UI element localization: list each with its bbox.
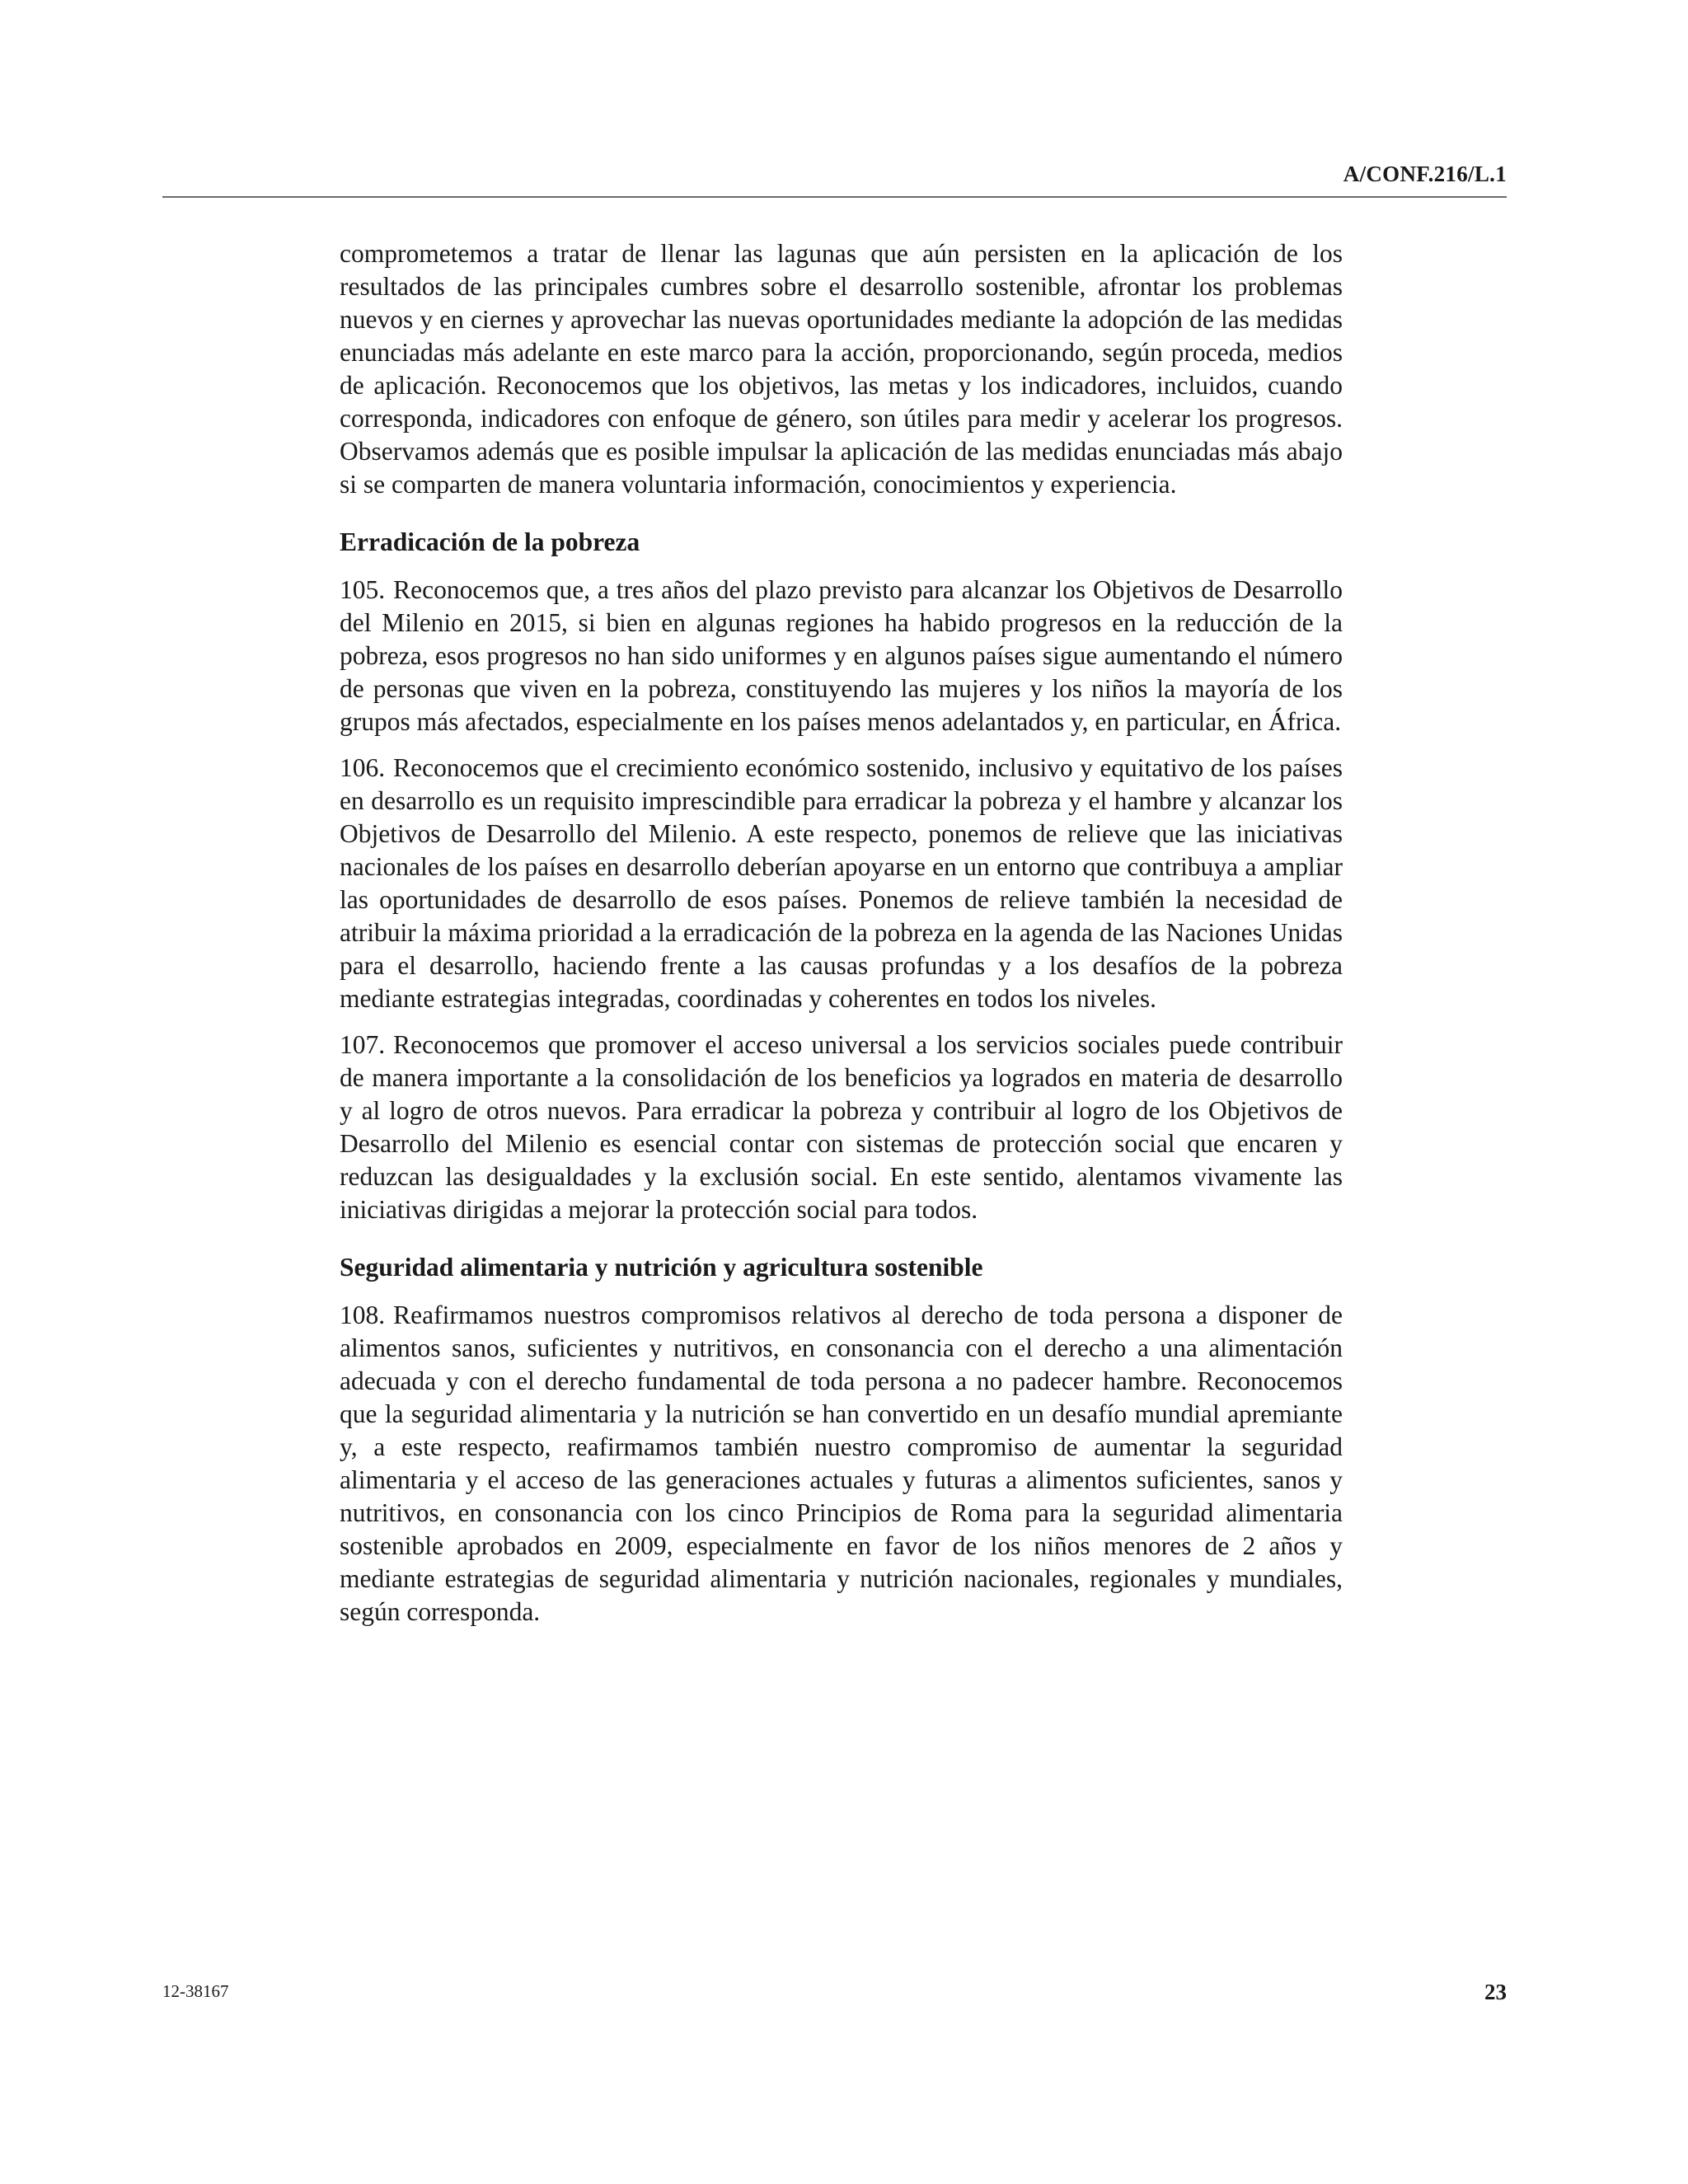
paragraph-text: Reconocemos que promover el acceso universal a los servicios sociales puede contribuir de manera importante a la consolidación de los beneficios ya logrados en materia de desarrollo y al logro de otros nuevos. Para erradicar la pobreza y contribuir al logro de los Objetivos de Desarrollo del Milenio es esencial contar con sistemas de protección social que encaren y reduzcan las desigualdades y la exclusión social. En este sentido, alentamos vivamente las iniciativas dirigidas a mejorar la protección social para todos. [340, 1030, 1343, 1224]
page-number: 23 [1484, 1980, 1507, 2004]
paragraph-text: Reconocemos que, a tres años del plazo previsto para alcanzar los Objetivos de Desarrollo del Milenio en 2015, si bien en algunas regiones ha habido progresos en la reducción de la pobreza, esos progresos no han sido uniformes y en algunos países sigue aumentando el número de personas que viven en la pobreza, constituyendo las mujeres y los niños la mayoría de los grupos más afectados, especialmente en los países menos adelantados y, en particular, en África. [340, 575, 1343, 736]
paragraph-105 [340, 574, 1343, 738]
paragraph-text: Reconocemos que el crecimiento económico sostenido, inclusivo y equitativo de los países en desarrollo es un requisito imprescindible para erradicar la pobreza y el hambre y alcanzar los Objetivos de Desarrollo del Milenio. A este respecto, ponemos de relieve que las iniciativas nacionales de los países en desarrollo deberían apoyarse en un entorno que contribuya a ampliar las oportunidades de desarrollo de esos países. Ponemos de relieve también la necesidad de atribuir la máxima prioridad a la erradicación de la pobreza en la agenda de las Naciones Unidas para el desarrollo, haciendo frente a las causas profundas y a los desafíos de la pobreza mediante estrategias integradas, coordinadas y coherentes en todos los niveles. [340, 753, 1343, 1013]
paragraph-number: 108. [340, 1301, 386, 1329]
paragraph-number: 105. [340, 575, 386, 604]
document-body [340, 237, 1343, 1642]
paragraph-106 [340, 752, 1343, 1015]
footer-document-code: 12-38167 [162, 1981, 229, 2001]
paragraph-108 [340, 1299, 1343, 1629]
paragraph-text: Reafirmamos nuestros compromisos relativos al derecho de toda persona a disponer de alimentos sanos, suficientes y nutritivos, en consonancia con el derecho a una alimentación adecuada y con el derecho fundamental de toda persona a no padecer hambre. Reconocemos que la seguridad alimentaria y la nutrición se han convertido en un desafío mundial apremiante y, a este respecto, reafirmamos también nuestro compromiso de aumentar la seguridad alimentaria y el acceso de las generaciones actuales y futuras a alimentos suficientes, sanos y nutritivos, en consonancia con los cinco Principios de Roma para la seguridad alimentaria sostenible aprobados en 2009, especialmente en favor de los niños menores de 2 años y mediante estrategias de seguridad alimentaria y nutrición nacionales, regionales y mundiales, según corresponda. [340, 1301, 1343, 1626]
section-heading-food-security: Seguridad alimentaria y nutrición y agricultura sostenible [340, 1253, 983, 1282]
continued-paragraph: comprometemos a tratar de llenar las lagunas que aún persisten en la aplicación de los resultados de las principales cumbres sobre el desarrollo sostenible, afrontar los problemas nuevos y en ciernes y aprovechar las nuevas oportunidades mediante la adopción de las medidas enunciadas más adelante en este marco para la acción, proporcionando, según proceda, medios de aplicación. Reconocemos que los objetivos, las metas y los indicadores, incluidos, cuando corresponda, indicadores con enfoque de género, son útiles para medir y acelerar los progresos. Observamos además que es posible impulsar la aplicación de las medidas enunciadas más abajo si se comparten de manera voluntaria información, conocimientos y experiencia. [340, 239, 1343, 499]
section-heading-poverty: Erradicación de la pobreza [340, 527, 640, 556]
header-divider [162, 196, 1507, 198]
paragraph-107 [340, 1029, 1343, 1226]
document-symbol: A/CONF.216/L.1 [1343, 162, 1507, 186]
paragraph-number: 106. [340, 753, 386, 782]
paragraph-number: 107. [340, 1030, 386, 1059]
